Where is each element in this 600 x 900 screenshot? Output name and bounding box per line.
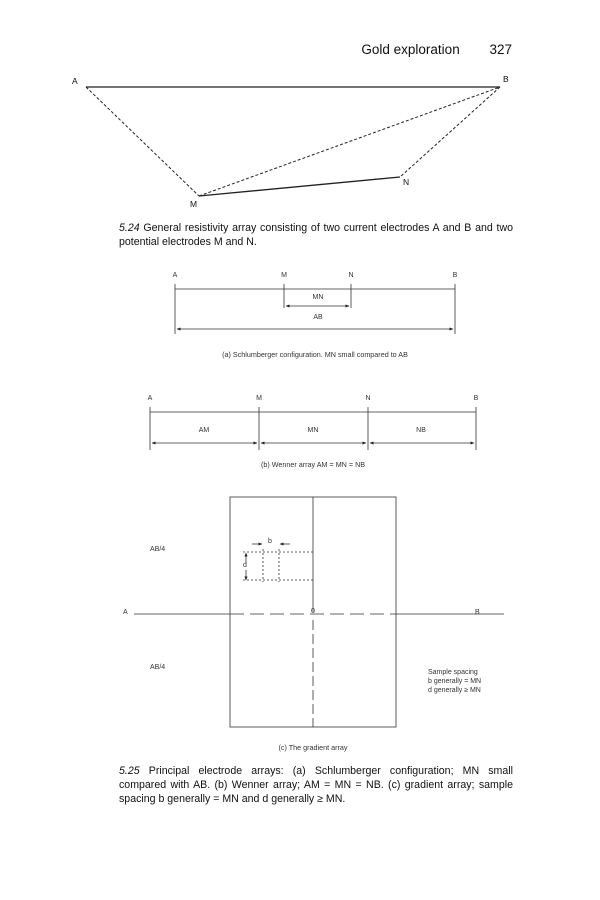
electrode-m-label: M xyxy=(190,199,198,209)
b-label-n: N xyxy=(365,395,371,402)
gradient-a-label: A xyxy=(123,609,128,616)
origin-label: 0 xyxy=(311,608,315,615)
line-m-b xyxy=(199,87,500,196)
caption-text-5-25: Principal electrode arrays: (a) Schlumberger configuration; MN small compared with AB. (b) Wenner array; AM = MN = NB. (c) gradient array; sample spacing b generally = MN and d generally ≥ MN. xyxy=(119,765,513,805)
line-b-n xyxy=(400,87,500,177)
a-label-n: N xyxy=(348,272,354,279)
figure-5-25-caption xyxy=(119,764,513,806)
electrode-n-label: N xyxy=(403,177,410,187)
schlumberger-caption: (a) Schlumberger configuration. MN small compared to AB xyxy=(222,350,408,359)
a-label-a: A xyxy=(172,272,178,279)
figure-5-24-caption xyxy=(119,221,513,249)
caption-number: 5.24 xyxy=(119,222,140,234)
b-label-b: B xyxy=(473,395,479,402)
gradient-caption: (c) The gradient array xyxy=(278,743,348,752)
running-title: Gold exploration xyxy=(361,42,460,57)
a-label-m: M xyxy=(281,272,287,279)
b-spacing-label: b xyxy=(268,538,272,545)
line-a-m xyxy=(86,87,199,196)
line-m-n xyxy=(199,177,400,196)
electrode-a-label: A xyxy=(72,76,78,86)
b-label-m: M xyxy=(256,395,262,402)
sample-spacing-note xyxy=(428,668,481,695)
mn-label-b: MN xyxy=(307,427,319,434)
electrode-b-label: B xyxy=(503,74,509,84)
nb-label: NB xyxy=(416,427,426,434)
caption-number-5-25: 5.25 xyxy=(119,765,140,777)
note-line-3: d generally ≥ MN xyxy=(428,687,481,694)
mn-label: MN xyxy=(312,294,324,301)
caption-text: General resistivity array consisting of two current electrodes A and B and two potential electrodes M and N. xyxy=(119,222,513,248)
wenner-caption: (b) Wenner array AM = MN = NB xyxy=(260,460,366,469)
page-number: 327 xyxy=(489,42,512,57)
d-spacing-label: d xyxy=(243,562,247,569)
figure-5-24-diagram xyxy=(86,87,500,196)
ab4-top-label: AB/4 xyxy=(150,546,166,553)
ab-label: AB xyxy=(313,314,323,321)
gradient-b-label: B xyxy=(475,609,480,616)
b-label-a: A xyxy=(147,395,153,402)
note-line-2: b generally = MN xyxy=(428,678,482,685)
schlumberger-diagram xyxy=(175,284,455,334)
am-label: AM xyxy=(198,427,210,434)
ab4-bottom-label: AB/4 xyxy=(150,664,166,671)
a-label-b: B xyxy=(452,272,458,279)
note-line-1: Sample spacing xyxy=(428,669,478,676)
